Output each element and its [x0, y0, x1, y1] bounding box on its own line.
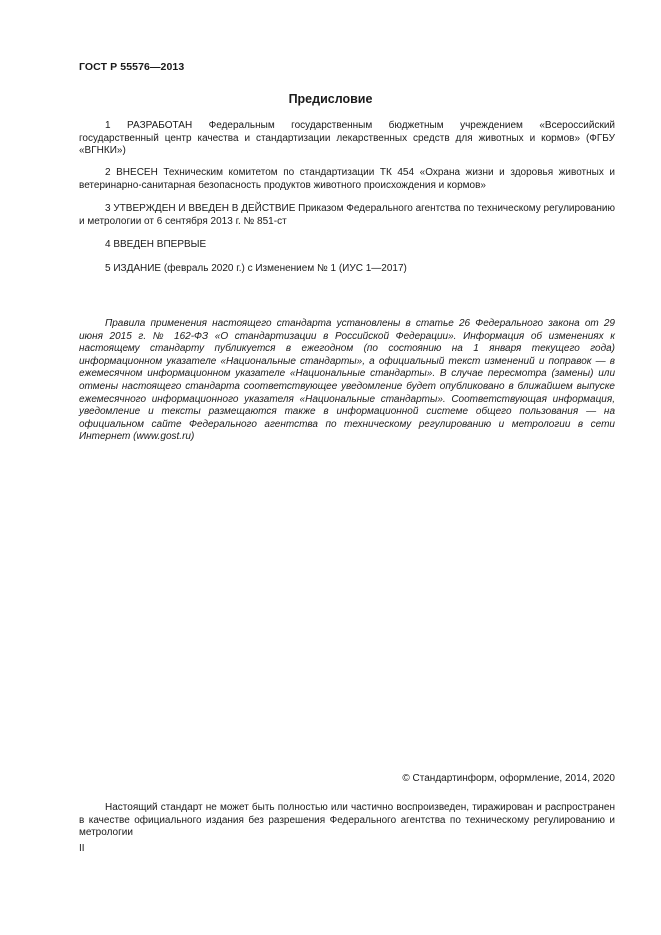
application-rules-notice: Правила применения настоящего стандарта установлены в статье 26 Федерального закона от 29 июня 2015 г. № 162-ФЗ «О стандартизации в Российской Федерации». Информация об изменениях к настоящему стандарту публикуется в ежегодном (по состоянию на 1 января текущего года) информационном указателе «Национальные стандарты», а официальный текст изменений и поправок — в ежемесячном информационном указателе «Национальные стандарты». В случае пересмотра (замены) или отмены настоящего стандарта соответствующее уведомление будет опубликовано в ближайшем выпуске ежемесячного информационного указателя «Национальные стандарты». Соответствующая информация, уведомление и тексты размещаются также в информационной системе общего пользования — на официальном сайте Федерального агентства по техническому регулированию и метрологии в сети Интернет (www.gost.ru) [79, 318, 615, 443]
foreword-item-1: 1 РАЗРАБОТАН Федеральным государственным бюджетным учреждением «Всероссийский государственный центр качества и стандартизации лекарственных средств для животных и кормов» (ФГБУ «ВГНКИ») [79, 120, 615, 157]
page-title: Предисловие [288, 92, 373, 106]
page-number: II [79, 843, 85, 854]
foreword-item-5: 5 ИЗДАНИЕ (февраль 2020 г.) с Изменением № 1 (ИУС 1—2017) [105, 263, 407, 274]
foreword-item-2: 2 ВНЕСЕН Техническим комитетом по стандартизации ТК 454 «Охрана жизни и здоровья животных и ветеринарно-санитарная безопасность продуктов животного происхождения и кормов» [79, 167, 615, 191]
copyright-line: © Стандартинформ, оформление, 2014, 2020 [402, 773, 615, 784]
foreword-item-4: 4 ВВЕДЕН ВПЕРВЫЕ [105, 239, 207, 250]
standard-code-header: ГОСТ Р 55576—2013 [79, 61, 185, 73]
foreword-item-3: 3 УТВЕРЖДЕН И ВВЕДЕН В ДЕЙСТВИЕ Приказом Федерального агентства по техническому регулированию и метрологии от 6 сентября 2013 г. № 851-ст [79, 203, 615, 227]
reproduction-notice: Настоящий стандарт не может быть полностью или частично воспроизведен, тиражирован и распространен в качестве официального издания без разрешения Федерального агентства по техническому регулированию и метрологии [79, 802, 615, 839]
